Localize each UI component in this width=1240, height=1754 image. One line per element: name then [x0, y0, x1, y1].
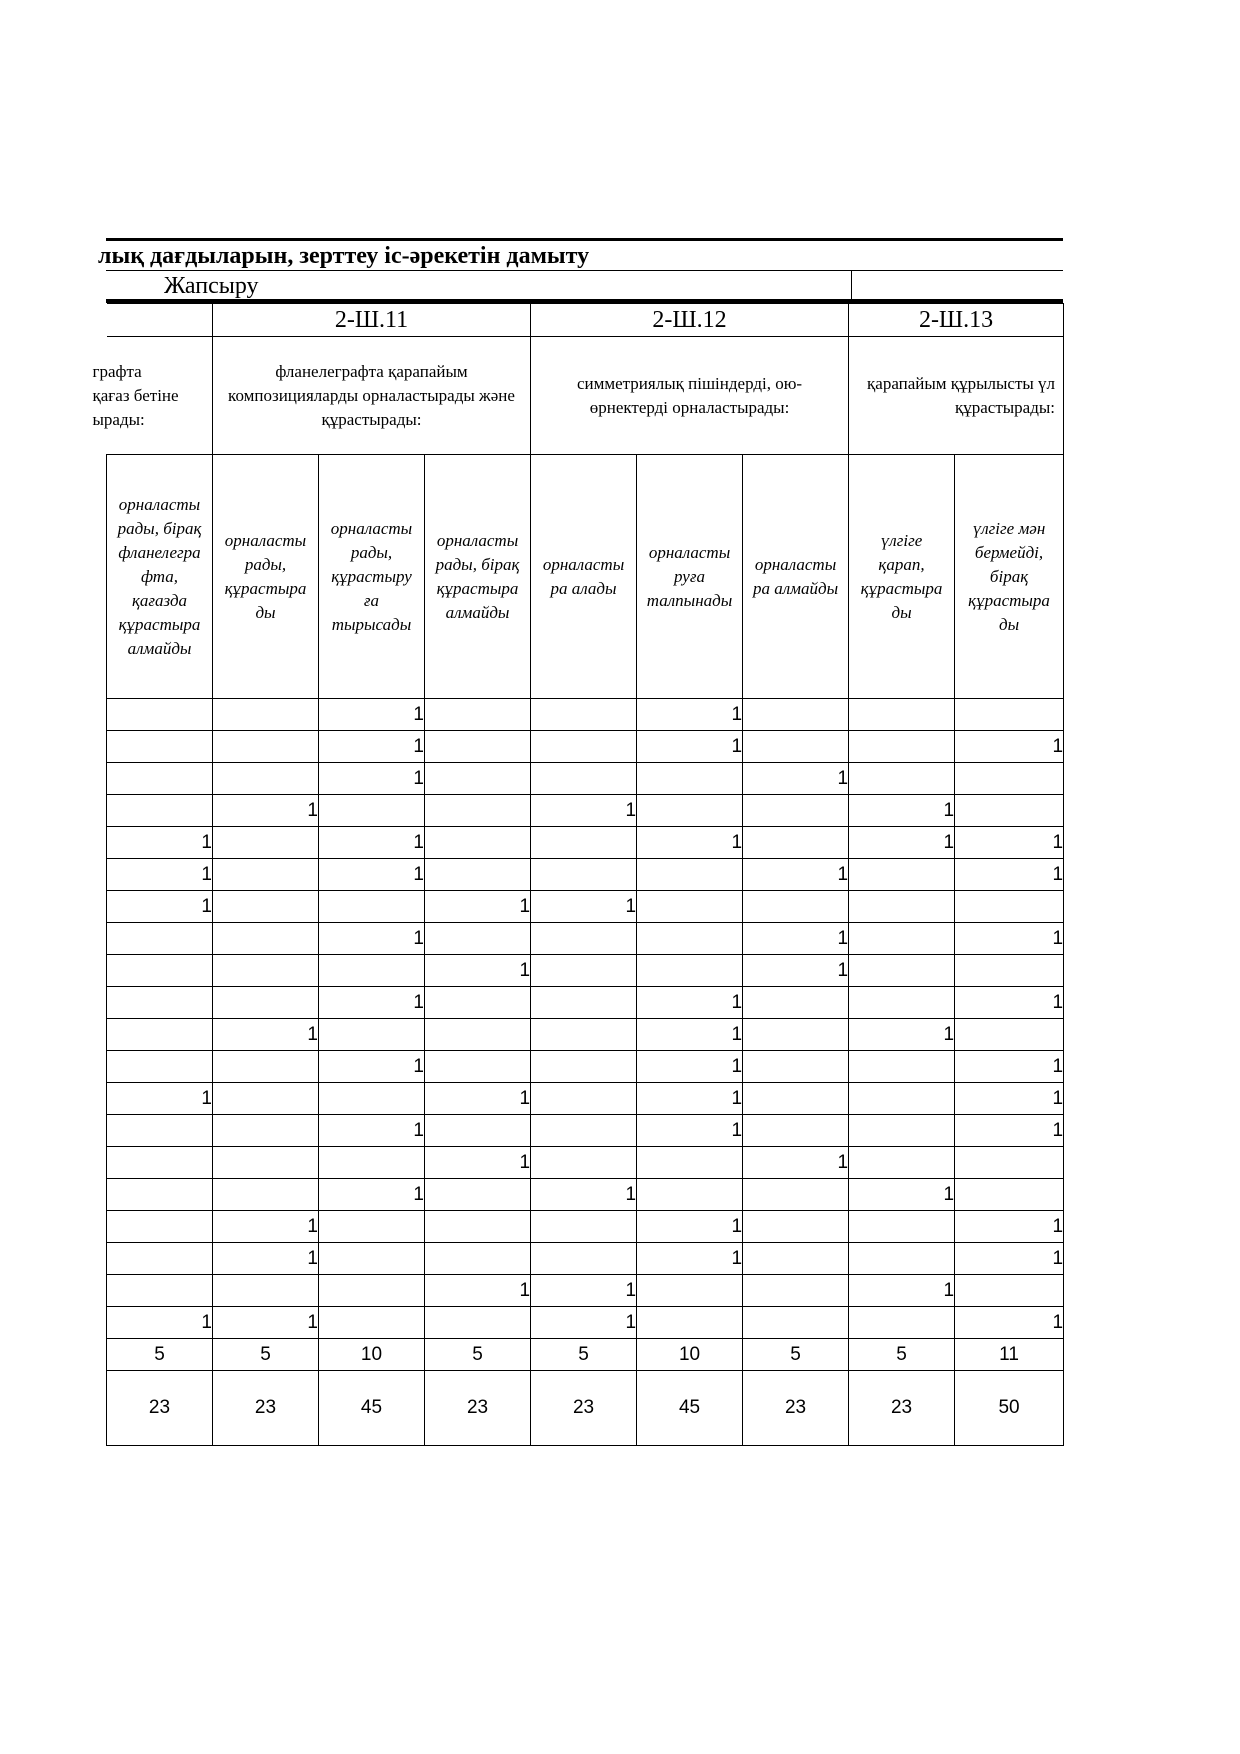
table-cell [425, 1211, 531, 1243]
table-cell [743, 1211, 849, 1243]
total-cell: 5 [107, 1339, 213, 1371]
table-cell [955, 955, 1064, 987]
table-cell: 1 [319, 731, 425, 763]
option-cell [425, 455, 531, 699]
table-cell [319, 955, 425, 987]
table-cell [955, 763, 1064, 795]
assessment-table [92, 303, 1064, 1446]
table-cell: 1 [955, 1115, 1064, 1147]
table-cell [531, 1115, 637, 1147]
table-cell: 1 [531, 1179, 637, 1211]
table-cell [849, 1211, 955, 1243]
percent-cell: 23 [425, 1371, 531, 1446]
table-row [107, 859, 1064, 891]
table-cell [319, 1243, 425, 1275]
group-text: фланелеграфта қарапайым композицияларды орналастырады және құрастырады: [228, 361, 515, 429]
table-cell [637, 795, 743, 827]
table-cell [213, 1275, 319, 1307]
table-cell [743, 1019, 849, 1051]
table-cell [425, 1243, 531, 1275]
group-text: графта қағаз бетіне ырады: [92, 361, 179, 429]
table-cell: 1 [531, 1275, 637, 1307]
table-cell [213, 987, 319, 1019]
table-cell: 1 [319, 1179, 425, 1211]
table-cell: 1 [849, 795, 955, 827]
table-cell [955, 891, 1064, 923]
table-cell [107, 987, 213, 1019]
table-cell [531, 699, 637, 731]
table-cell: 1 [743, 1147, 849, 1179]
group-cell [213, 337, 531, 455]
table-cell: 1 [849, 1019, 955, 1051]
table-cell [743, 1275, 849, 1307]
table-cell [531, 763, 637, 795]
table-cell [425, 699, 531, 731]
group-text: қарапайым құрылысты үл құрастырады: [867, 373, 1056, 417]
table-cell: 1 [637, 1211, 743, 1243]
table-cell [849, 955, 955, 987]
table-cell [213, 763, 319, 795]
table-cell: 1 [213, 1019, 319, 1051]
table-cell [107, 699, 213, 731]
section-divider [851, 271, 852, 299]
table-cell [319, 1019, 425, 1051]
table-row [107, 1019, 1064, 1051]
table-cell [849, 731, 955, 763]
table-cell: 1 [743, 763, 849, 795]
table-cell [743, 1051, 849, 1083]
table-cell: 1 [319, 1051, 425, 1083]
table-row [107, 891, 1064, 923]
table-cell [319, 1083, 425, 1115]
table-cell [531, 1019, 637, 1051]
table-cell [107, 1019, 213, 1051]
table-row [107, 699, 1064, 731]
table-cell [319, 795, 425, 827]
percent-cell: 23 [107, 1371, 213, 1446]
table-cell [213, 1051, 319, 1083]
table-cell: 1 [955, 827, 1064, 859]
table-cell [637, 859, 743, 891]
table-cell [107, 955, 213, 987]
table-cell [425, 859, 531, 891]
table-cell [107, 1115, 213, 1147]
table-cell [213, 1179, 319, 1211]
table-cell: 1 [107, 859, 213, 891]
table-row [107, 955, 1064, 987]
code-header-row [107, 304, 1064, 337]
table-cell [107, 1243, 213, 1275]
table-cell [531, 1083, 637, 1115]
table-row [107, 923, 1064, 955]
table-cell [955, 699, 1064, 731]
percent-cell: 23 [531, 1371, 637, 1446]
table-cell [637, 955, 743, 987]
table-cell [319, 1211, 425, 1243]
table-cell [531, 1147, 637, 1179]
table-cell [955, 1179, 1064, 1211]
table-cell [743, 795, 849, 827]
table-cell: 1 [955, 859, 1064, 891]
option-text: орналасты рады, құрастыра ды [224, 530, 307, 622]
table-cell [107, 1051, 213, 1083]
table-cell [743, 1179, 849, 1211]
table-cell [849, 1115, 955, 1147]
total-cell: 5 [743, 1339, 849, 1371]
table-cell [213, 731, 319, 763]
group-cell [849, 337, 1064, 455]
table-cell: 1 [531, 891, 637, 923]
table-cell: 1 [319, 1115, 425, 1147]
table-cell: 1 [637, 1051, 743, 1083]
option-cell [213, 455, 319, 699]
table-cell [213, 955, 319, 987]
table-cell: 1 [637, 731, 743, 763]
option-text: орналасты руға талпынады [646, 542, 733, 610]
table-cell: 1 [637, 1083, 743, 1115]
table-cell [849, 699, 955, 731]
table-row [107, 1083, 1064, 1115]
table-cell: 1 [955, 1083, 1064, 1115]
table-cell: 1 [425, 1147, 531, 1179]
sheet-title: лық дағдыларын, зерттеу іс-әрекетін дамыту [106, 238, 1063, 270]
table-cell: 1 [743, 859, 849, 891]
table-cell [319, 891, 425, 923]
table-cell [955, 1019, 1064, 1051]
table-cell: 1 [955, 1211, 1064, 1243]
option-cell [743, 455, 849, 699]
table-cell [531, 955, 637, 987]
table-row [107, 1275, 1064, 1307]
table-cell [425, 731, 531, 763]
table-cell [637, 763, 743, 795]
table-cell: 1 [637, 699, 743, 731]
table-row [107, 763, 1064, 795]
group-cell [92, 337, 213, 455]
table-cell [849, 1243, 955, 1275]
table-cell [531, 923, 637, 955]
total-cell: 10 [637, 1339, 743, 1371]
table-cell [319, 1307, 425, 1339]
table-cell: 1 [319, 827, 425, 859]
table-cell [743, 1243, 849, 1275]
table-cell [213, 1147, 319, 1179]
option-header-row [107, 455, 1064, 699]
table-cell [531, 827, 637, 859]
table-cell: 1 [319, 699, 425, 731]
table-cell [849, 1083, 955, 1115]
table-cell [743, 1083, 849, 1115]
table-cell [849, 1307, 955, 1339]
table-row [107, 827, 1064, 859]
table-cell: 1 [319, 923, 425, 955]
table-cell: 1 [955, 1243, 1064, 1275]
table-cell [955, 1275, 1064, 1307]
table-cell: 1 [425, 1275, 531, 1307]
table-row [107, 1051, 1064, 1083]
table-cell [743, 1115, 849, 1147]
table-cell [849, 763, 955, 795]
total-cell: 5 [849, 1339, 955, 1371]
table-cell [743, 1307, 849, 1339]
table-cell [955, 795, 1064, 827]
total-cell: 10 [319, 1339, 425, 1371]
table-row [107, 1243, 1064, 1275]
option-text: орналасты рады, бірақ фланелегра фта, қағазда құрастыра алмайды [117, 494, 202, 658]
table-cell [743, 987, 849, 1019]
table-cell [107, 923, 213, 955]
table-cell [213, 859, 319, 891]
option-cell [849, 455, 955, 699]
table-cell [107, 1147, 213, 1179]
table-cell: 1 [107, 1083, 213, 1115]
spreadsheet-page [92, 238, 1064, 1446]
table-row [107, 731, 1064, 763]
table-cell [637, 1275, 743, 1307]
table-cell: 1 [849, 827, 955, 859]
table-cell [637, 891, 743, 923]
table-cell [531, 1051, 637, 1083]
percent-cell: 23 [213, 1371, 319, 1446]
table-cell: 1 [319, 859, 425, 891]
table-cell [849, 1147, 955, 1179]
table-cell: 1 [637, 1243, 743, 1275]
percent-cell: 23 [849, 1371, 955, 1446]
table-cell: 1 [319, 763, 425, 795]
table-cell: 1 [849, 1275, 955, 1307]
option-cell [637, 455, 743, 699]
table-cell [213, 891, 319, 923]
table-cell [213, 923, 319, 955]
table-cell: 1 [213, 1307, 319, 1339]
table-cell [107, 1179, 213, 1211]
table-cell: 1 [107, 891, 213, 923]
code-cell: 2-Ш.13 [849, 304, 1064, 337]
table-cell: 1 [425, 955, 531, 987]
table-cell: 1 [425, 891, 531, 923]
table-cell: 1 [213, 1211, 319, 1243]
code-cell: 2-Ш.12 [531, 304, 849, 337]
option-cell [107, 455, 213, 699]
table-cell [531, 987, 637, 1019]
table-cell: 1 [107, 1307, 213, 1339]
table-cell: 1 [213, 795, 319, 827]
section-label: Жапсыру [164, 273, 259, 299]
percent-row [107, 1371, 1064, 1446]
table-cell: 1 [637, 987, 743, 1019]
table-cell: 1 [637, 827, 743, 859]
group-text: симметриялық пішіндерді, ою-өрнектерді орналастырады: [576, 373, 803, 417]
option-text: орналасты ра алады [542, 554, 625, 598]
code-cell: 2-Ш.11 [213, 304, 531, 337]
option-cell [531, 455, 637, 699]
table-row [107, 1307, 1064, 1339]
total-cell: 11 [955, 1339, 1064, 1371]
table-row [107, 1115, 1064, 1147]
table-cell [107, 1211, 213, 1243]
table-cell [531, 1243, 637, 1275]
table-cell [849, 923, 955, 955]
table-cell [425, 1179, 531, 1211]
total-cell: 5 [531, 1339, 637, 1371]
table-cell [849, 1051, 955, 1083]
table-cell [531, 859, 637, 891]
table-cell [955, 1147, 1064, 1179]
table-cell [319, 1275, 425, 1307]
table-cell [107, 731, 213, 763]
table-cell [637, 1307, 743, 1339]
table-cell: 1 [637, 1019, 743, 1051]
table-cell [743, 731, 849, 763]
option-text: орналасты рады, құрастыру ға тырысады [330, 518, 413, 634]
option-cell [319, 455, 425, 699]
table-cell [425, 1115, 531, 1147]
option-text: орналасты ра алмайды [752, 554, 839, 598]
total-cell: 5 [213, 1339, 319, 1371]
percent-cell: 45 [637, 1371, 743, 1446]
table-cell [637, 1147, 743, 1179]
table-cell [425, 987, 531, 1019]
table-cell [107, 763, 213, 795]
table-cell [849, 859, 955, 891]
table-cell: 1 [955, 923, 1064, 955]
table-cell [425, 827, 531, 859]
percent-cell: 50 [955, 1371, 1064, 1446]
table-cell [213, 1083, 319, 1115]
code-cell [107, 304, 213, 337]
table-cell [743, 699, 849, 731]
table-cell [425, 763, 531, 795]
option-text: үлгіге мән бермейді, бірақ құрастыра ды [968, 518, 1050, 634]
table-cell: 1 [319, 987, 425, 1019]
table-cell: 1 [531, 795, 637, 827]
totals-row [107, 1339, 1064, 1371]
table-cell [743, 891, 849, 923]
table-cell: 1 [743, 923, 849, 955]
table-row [107, 1147, 1064, 1179]
table-cell [425, 1307, 531, 1339]
group-header-row [107, 337, 1064, 455]
table-row [107, 1211, 1064, 1243]
table-cell: 1 [637, 1115, 743, 1147]
table-row [107, 1179, 1064, 1211]
table-cell: 1 [955, 987, 1064, 1019]
table-cell [425, 1019, 531, 1051]
table-cell [425, 1051, 531, 1083]
table-cell [531, 731, 637, 763]
table-cell [213, 699, 319, 731]
table-cell [319, 1147, 425, 1179]
table-cell: 1 [849, 1179, 955, 1211]
table-cell: 1 [213, 1243, 319, 1275]
table-cell: 1 [955, 731, 1064, 763]
option-text: орналасты рады, бірақ құрастыра алмайды [435, 530, 520, 622]
table-cell: 1 [107, 827, 213, 859]
table-cell [849, 987, 955, 1019]
table-cell [425, 923, 531, 955]
option-cell [955, 455, 1064, 699]
table-cell [107, 795, 213, 827]
table-cell [743, 827, 849, 859]
option-text: үлгіге қарап, құрастыра ды [860, 530, 943, 622]
table-row [107, 987, 1064, 1019]
table-cell [213, 827, 319, 859]
table-cell: 1 [743, 955, 849, 987]
table-cell: 1 [425, 1083, 531, 1115]
table-cell [849, 891, 955, 923]
percent-cell: 23 [743, 1371, 849, 1446]
table-cell [637, 923, 743, 955]
table-cell: 1 [531, 1307, 637, 1339]
table-row [107, 795, 1064, 827]
section-band [106, 270, 1063, 303]
table-cell [425, 795, 531, 827]
table-cell: 1 [955, 1307, 1064, 1339]
table-cell: 1 [955, 1051, 1064, 1083]
table-cell [531, 1211, 637, 1243]
table-cell [107, 1275, 213, 1307]
table-cell [637, 1179, 743, 1211]
table-cell [213, 1115, 319, 1147]
total-cell: 5 [425, 1339, 531, 1371]
percent-cell: 45 [319, 1371, 425, 1446]
